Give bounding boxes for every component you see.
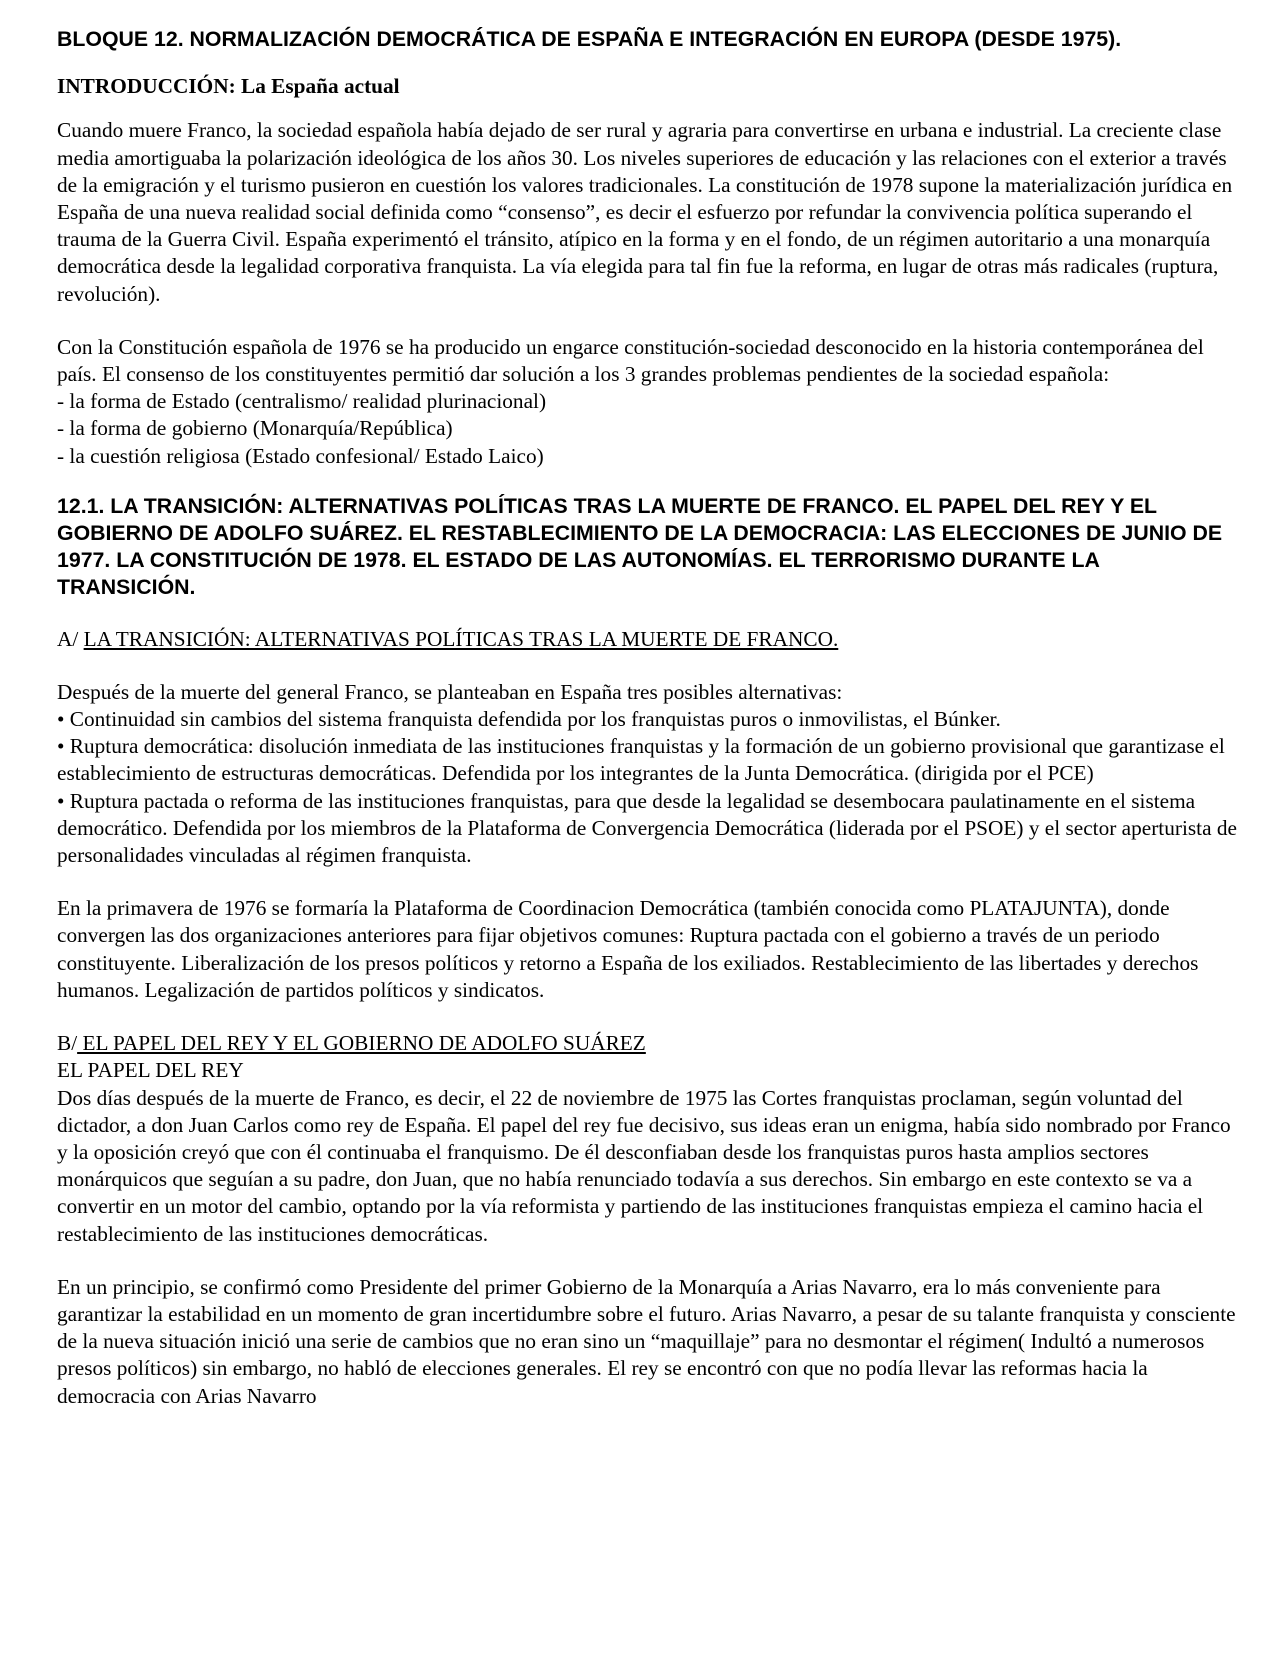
document-page — [57, 26, 1237, 1410]
arias-navarro-paragraph: En un principio, se confirmó como Presidente del primer Gobierno de la Monarquía a Arias Navarro, era lo más conveniente para garantizar la estabilidad en un momento de gran incertidumbre sobre el futuro. Arias Navarro, a pesar de su talante franquista y consciente de la nueva situación inició una serie de cambios que no eran sino un “maquillaje” para no desmontar el régimen( Indultó a numerosos presos políticos) sin embargo, no habló de elecciones generales. El rey se encontró con que no podía llevar las reformas hacia la democracia con Arias Navarro — [57, 1274, 1236, 1408]
intro-paragraph-2: Con la Constitución española de 1976 se ha producido un engarce constitución-sociedad desconocido en la historia contemporánea del país. El consenso de los constituyentes permitió dar solución a los 3 grandes problemas pendientes de la sociedad española: — [57, 334, 1204, 387]
subsection-a-prefix: A/ — [57, 626, 84, 651]
subsection-a-alternatives — [57, 679, 1237, 869]
alternative-bullet: • Continuidad sin cambios del sistema franquista defendida por los franquistas puros o inmovilistas, el Búnker. — [57, 707, 1001, 732]
intro-list-item: - la forma de gobierno (Monarquía/República) — [57, 416, 453, 441]
subsection-b-heading — [57, 1030, 1237, 1057]
subsection-b-title: EL PAPEL DEL REY Y EL GOBIERNO DE ADOLFO SUÁREZ — [77, 1031, 646, 1056]
subsection-b — [57, 1030, 1237, 1248]
platajunta-paragraph: En la primavera de 1976 se formaría la Plataforma de Coordinacion Democrática (también conocida como PLATAJUNTA), donde convergen las dos organizaciones anteriores para fijar objetivos comunes: Ruptura pactada con el gobierno a través de un periodo constituyente. Liberalización de los presos políticos y retorno a España de los exiliados. Restablecimiento de las libertades y derechos humanos. Legalización de partidos políticos y sindicatos. — [57, 896, 1199, 1002]
intro-list-item: - la forma de Estado (centralismo/ realidad plurinacional) — [57, 389, 547, 414]
subsection-a-title: LA TRANSICIÓN: ALTERNATIVAS POLÍTICAS TRAS LA MUERTE DE FRANCO. — [83, 626, 839, 651]
intro-list-item: - la cuestión religiosa (Estado confesional/ Estado Laico) — [57, 443, 544, 468]
block-title: BLOQUE 12. NORMALIZACIÓN DEMOCRÁTICA DE ESPAÑA E INTEGRACIÓN EN EUROPA (DESDE 1975). — [57, 27, 1122, 51]
alternative-bullet: • Ruptura democrática: disolución inmediata de las instituciones franquistas y la formación de un gobierno provisional que garantizase el establecimiento de estructuras democráticas. Defendida por los integrantes de la Junta Democrática. (dirigida por el PCE) — [57, 734, 1225, 786]
alternatives-intro: Después de la muerte del general Franco, se planteaban en España tres posibles alternativas: — [57, 679, 843, 704]
subsection-b-subheading: EL PAPEL DEL REY — [57, 1058, 244, 1083]
intro-paragraph-2-block — [57, 334, 1237, 470]
intro-heading: INTRODUCCIÓN: La España actual — [57, 74, 400, 99]
intro-paragraph-1: Cuando muere Franco, la sociedad española había dejado de ser rural y agraria para convertirse en urbana e industrial. La creciente clase media amortiguaba la polarización ideológica de los años 30. Los niveles superiores de educación y las relaciones con el exterior a través de la emigración y el turismo pusieron en cuestión los valores tradicionales. La constitución de 1978 supone la materialización jurídica en España de una nueva realidad social definida como “consenso”, es decir el esfuerzo por refundar la convivencia política superando el trauma de la Guerra Civil. España experimentó el tránsito, atípico en la forma y en el fondo, de un régimen autoritario a una monarquía democrática desde la legalidad corporativa franquista. La vía elegida para tal fin fue la reforma, en lugar de otras más radicales (ruptura, revolución). — [57, 118, 1233, 306]
subsection-b-prefix: B/ — [57, 1031, 78, 1056]
section-title: 12.1. LA TRANSICIÓN: ALTERNATIVAS POLÍTICAS TRAS LA MUERTE DE FRANCO. EL PAPEL DEL REY Y EL GOBIERNO DE ADOLFO SUÁREZ. EL RESTABLECIMIENTO DE LA DEMOCRACIA: LAS ELECCIONES DE JUNIO DE 1977. LA CONSTITUCIÓN DE 1978. EL ESTADO DE LAS AUTONOMÍAS. EL TERRORISMO DURANTE LA TRANSICIÓN. — [57, 493, 1223, 600]
subsection-a-heading — [57, 626, 1237, 653]
alternative-bullet: • Ruptura pactada o reforma de las instituciones franquistas, para que desde la legalidad se desembocara paulatinamente en el sistema democrático. Defendida por los miembros de la Plataforma de Convergencia Democrática (liderada por el PSOE) y el sector aperturista de personalidades vinculadas al régimen franquista. — [57, 788, 1237, 868]
king-role-paragraph: Dos días después de la muerte de Franco, es decir, el 22 de noviembre de 1975 las Cortes franquistas proclaman, según voluntad del dictador, a don Juan Carlos como rey de España. El papel del rey fue decisivo, sus ideas eran un enigma, había sido nombrado por Franco y la oposición creyó que con él continuaba el franquismo. De él desconfiaban desde los franquistas puros hasta amplios sectores monárquicos que seguían a su padre, don Juan, que no había renunciado todavía a sus derechos. Sin embargo en este contexto se va a convertir en un motor del cambio, optando por la vía reformista y partiendo de las instituciones franquistas empieza el camino hacia el restablecimiento de las instituciones democráticas. — [57, 1085, 1231, 1246]
